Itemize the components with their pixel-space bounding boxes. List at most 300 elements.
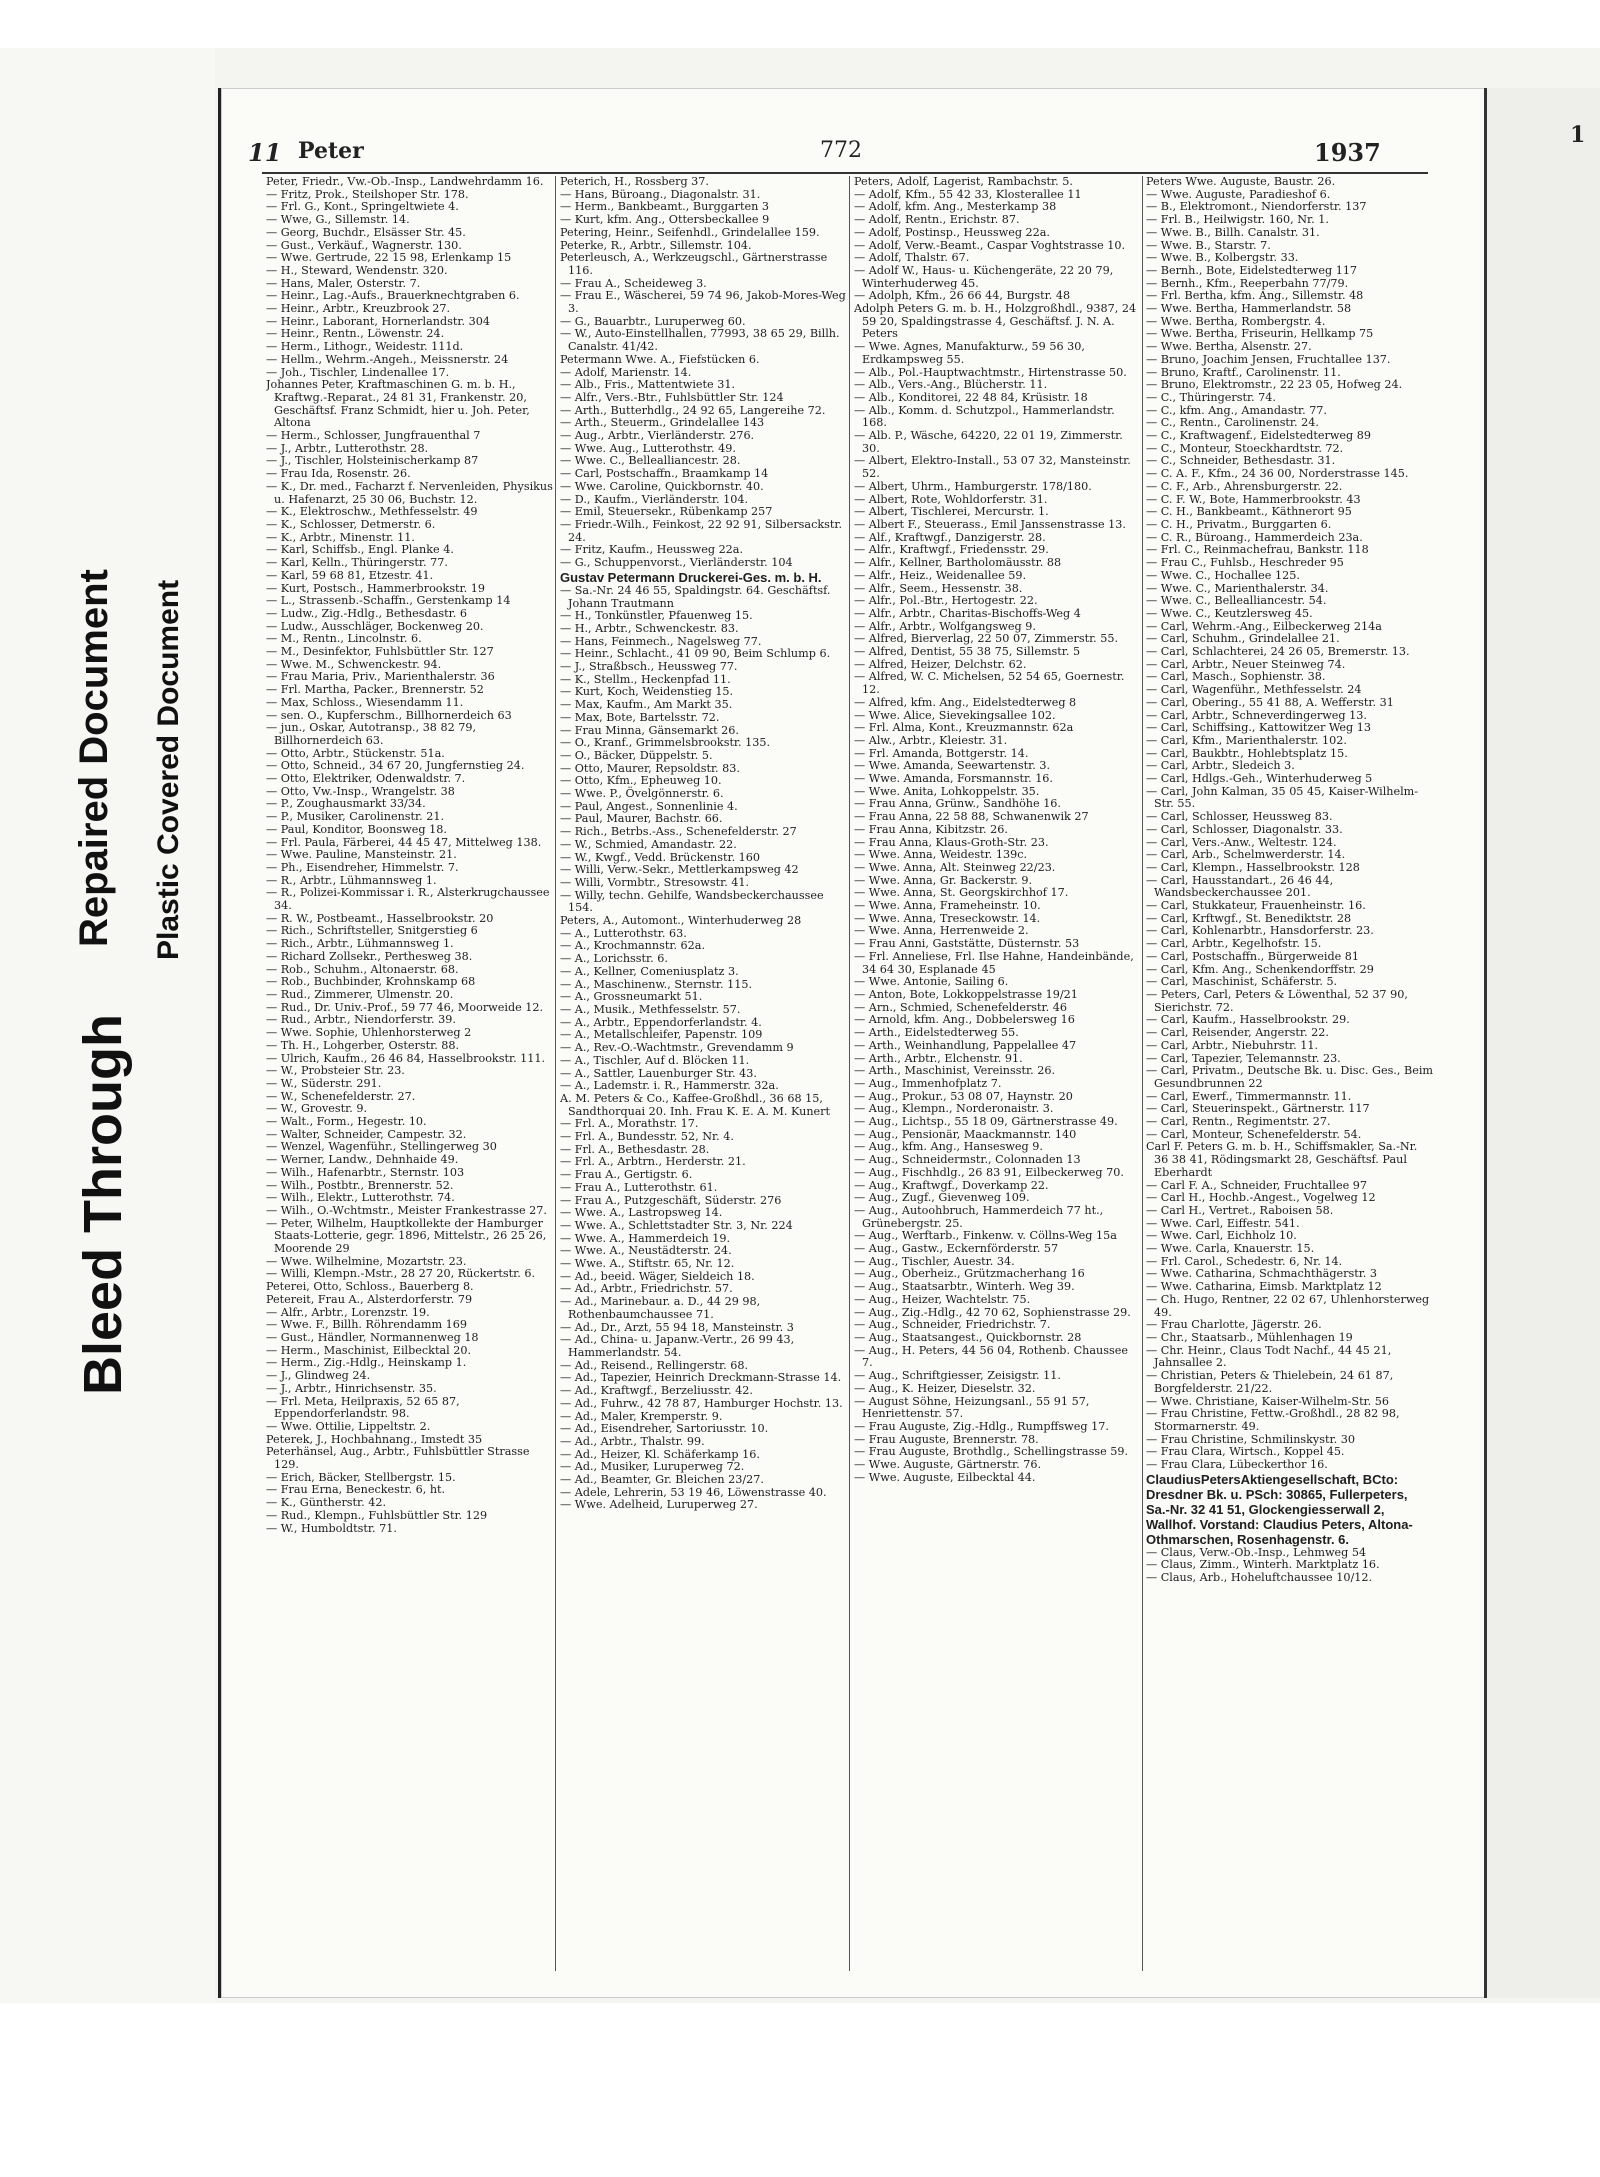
directory-entry: Carl F. Peters G. m. b. H., Schiffsmakler, Sa.-Nr. 36 38 41, Rödingsmarkt 28, Geschäftsf. Paul Eberhardt	[1146, 1140, 1418, 1179]
directory-entry: — Wwe. Anna, Alt. Steinweg 22/23.	[854, 860, 1056, 874]
directory-entry: Gustav Petermann Druckerei-Ges. m. b. H.	[560, 569, 822, 585]
directory-entry: — Aug., Schneidermstr., Colonnaden 13	[854, 1153, 1081, 1167]
directory-entry: — Wwe. B., Starstr. 7.	[1146, 238, 1271, 252]
directory-entry: — Werner, Landw., Dehnhaide 49.	[266, 1153, 459, 1167]
directory-entry: — Carl, Kfm. Ang., Schenkendorffstr. 29	[1146, 962, 1374, 976]
directory-entry: — C., Schneider, Bethesdastr. 31.	[1146, 454, 1336, 468]
plastic-covered-stamp: Plastic Covered Document	[152, 579, 185, 960]
directory-entry: — Frau Auguste, Brothdlg., Schellingstrasse 59.	[854, 1445, 1129, 1459]
column-1	[266, 176, 554, 1976]
directory-entry: — Alb., Vers.-Ang., Blücherstr. 11.	[854, 378, 1048, 392]
directory-entry: — Wwe. Auguste, Paradieshof 6.	[1146, 187, 1331, 201]
directory-entry: — J., Arbtr., Hinrichsenstr. 35.	[266, 1381, 437, 1395]
directory-entry: — Wwe. Sophie, Uhlenhorsterweg 2	[266, 1026, 472, 1040]
directory-entry: — Rud., Arbtr., Niendorferstr. 39.	[266, 1013, 456, 1027]
directory-entry: — Frau Maria, Priv., Marienthalerstr. 36	[266, 670, 495, 684]
directory-entry: — Claus, Zimm., Winterh. Marktplatz 16.	[1146, 1558, 1380, 1572]
directory-entry: — D., Kaufm., Vierländerstr. 104.	[560, 492, 749, 506]
directory-entry: Peter, Friedr., Vw.-Ob.-Insp., Landwehrdamm 16.	[266, 176, 544, 188]
directory-entry: — Frl. Anneliese, Frl. Ilse Hahne, Handeinbände, 34 64 30, Esplanade 45	[854, 949, 1134, 976]
directory-entry: — Wilh., O.-Wchtmstr., Meister Frankestrasse 27.	[266, 1203, 547, 1217]
directory-entry: — Arn., Schmied, Schenefelderstr. 46	[854, 1000, 1068, 1014]
directory-entry: — Sa.-Nr. 24 46 55, Spaldingstr. 64. Geschäftsf. Johann Trautmann	[560, 583, 831, 610]
directory-entry: — Karl, Schiffsb., Engl. Planke 4.	[266, 543, 454, 557]
directory-entry: — C. H., Privatm., Burggarten 6.	[1146, 517, 1332, 531]
directory-entry: — Carl, Tapezier, Telemannstr. 23.	[1146, 1051, 1341, 1065]
directory-entry: — Frau Erna, Beneckestr. 6, ht.	[266, 1483, 446, 1497]
directory-entry: — Frau Anna, Klaus-Groth-Str. 23.	[854, 835, 1049, 849]
directory-entry: — Wwe. Bertha, Alsenstr. 27.	[1146, 340, 1312, 354]
directory-entry: — Carl, Arb., Schelmwerderstr. 14.	[1146, 848, 1346, 862]
directory-entry: — Frau E., Wäscherei, 59 74 96, Jakob-Mores-Weg 3.	[560, 289, 846, 316]
directory-entry: — Alf., Kraftwgf., Danzigerstr. 28.	[854, 530, 1046, 544]
directory-entry: — Heinr., Rentn., Löwenstr. 24.	[266, 327, 445, 341]
directory-entry: — J., Glindweg 24.	[266, 1369, 371, 1383]
page-number: 772	[820, 138, 862, 163]
directory-entry: — Ad., Tapezier, Heinrich Dreckmann-Strasse 14.	[560, 1371, 842, 1385]
directory-entry: — Frau Clara, Wirtsch., Koppel 45.	[1146, 1445, 1345, 1459]
directory-entry: — Joh., Tischler, Lindenallee 17.	[266, 365, 450, 379]
directory-entry: — Heinr., Schlacht., 41 09 90, Beim Schlump 6.	[560, 647, 831, 661]
directory-entry: — Wwe. A., Lastropsweg 14.	[560, 1206, 723, 1220]
directory-entry: — Frl. B., Heilwigstr. 160, Nr. 1.	[1146, 213, 1329, 227]
directory-entry: — Carl, Postschaffn., Bürgerweide 81	[1146, 949, 1360, 963]
directory-entry: — Alfr., Heiz., Weidenallee 59.	[854, 568, 1027, 582]
directory-entry: — Aug., Schneider, Friedrichstr. 7.	[854, 1318, 1051, 1332]
directory-entry: — R., Polizei-Kommissar i. R., Alsterkrugchaussee 34.	[266, 886, 550, 913]
directory-entry: — Alfred, Bierverlag, 22 50 07, Zimmerstr. 55.	[854, 632, 1119, 646]
scan-bottom-margin	[0, 2003, 1600, 2177]
directory-entry: — J., Arbtr., Lutterothstr. 28.	[266, 441, 429, 455]
directory-entry: — Heinr., Arbtr., Kreuzbrook 27.	[266, 302, 451, 316]
directory-entry: — A., Rev.-O.-Wachtmstr., Grevendamm 9	[560, 1041, 794, 1055]
directory-entry: — C. F., Arb., Ahrensburgerstr. 22.	[1146, 479, 1343, 493]
directory-entry: — Wilh., Elektr., Lutterothstr. 74.	[266, 1191, 455, 1205]
directory-entry: — Willi, Vormbtr., Stresowstr. 41.	[560, 875, 750, 889]
directory-entry: — Frau C., Fuhlsb., Heschreder 95	[1146, 556, 1344, 570]
directory-entry: — Fritz, Kaufm., Heussweg 22a.	[560, 543, 744, 557]
directory-entry: — Friedr.-Wilh., Feinkost, 22 92 91, Silbersackstr. 24.	[560, 517, 843, 544]
directory-entry: — Ph., Eisendreher, Himmelstr. 7.	[266, 860, 459, 874]
directory-entry: — Aug., Gastw., Eckernförderstr. 57	[854, 1242, 1059, 1256]
directory-entry: — C., kfm. Ang., Amandastr. 77.	[1146, 403, 1327, 417]
directory-entry: — Alb., Konditorei, 22 48 84, Krüsistr. 18	[854, 390, 1088, 404]
directory-entry: — Wwe. Carla, Knauerstr. 15.	[1146, 1242, 1315, 1256]
directory-entry: — A., Lademstr. i. R., Hammerstr. 32a.	[560, 1079, 779, 1093]
directory-entry: — Ad., Arbtr., Thalstr. 99.	[560, 1434, 705, 1448]
directory-entry: — Max, Bote, Bartelsstr. 72.	[560, 710, 720, 724]
directory-entry: — W., Humboldtstr. 71.	[266, 1521, 397, 1535]
directory-entry: — Frau Anna, Kibitzstr. 26.	[854, 822, 1008, 836]
directory-entry: — O., Bäcker, Düppelstr. 5.	[560, 748, 713, 762]
directory-entry: — Carl, Steuerinspekt., Gärtnerstr. 117	[1146, 1102, 1370, 1116]
directory-entry: — Wilh., Hafenarbtr., Sternstr. 103	[266, 1165, 465, 1179]
header-rule	[262, 172, 1428, 174]
directory-entry: — Carl H., Vertret., Raboisen 58.	[1146, 1203, 1334, 1217]
directory-entry: — K., Stellm., Heckenpfad 11.	[560, 672, 731, 686]
directory-entry: — Christian, Peters & Thielebein, 24 61 87, Borgfelderstr. 21/22.	[1146, 1369, 1394, 1395]
directory-entry: — Wwe. Ottilie, Lippeltstr. 2.	[266, 1419, 431, 1433]
column-divider	[849, 176, 850, 1971]
directory-entry: — Chr., Staatsarb., Mühlenhagen 19	[1146, 1330, 1353, 1344]
directory-entry: — Aug., Zugf., Gievenweg 109.	[854, 1191, 1030, 1205]
directory-entry: — Adolf, Postinsp., Heussweg 22a.	[854, 225, 1050, 239]
directory-entry: — C. H., Bankbeamt., Käthnerort 95	[1146, 505, 1352, 519]
column-divider	[1142, 176, 1143, 1971]
directory-entry: — Carl, Wagenführ., Methfesselstr. 24	[1146, 683, 1362, 697]
directory-entry: — C. R., Büroang., Hammerdeich 23a.	[1146, 530, 1363, 544]
directory-entry: — Kurt, kfm. Ang., Ottersbeckallee 9	[560, 213, 770, 227]
directory-entry: — Wwe. Auguste, Eilbecktal 44.	[854, 1470, 1036, 1484]
directory-entry: — Wwe. C., Bellealliancestr. 54.	[1146, 594, 1327, 608]
directory-entry: — Ad., China- u. Japanw.-Vertr., 26 99 43, Hammerlandstr. 54.	[560, 1333, 795, 1359]
directory-entry: A. M. Peters & Co., Kaffee-Großhdl., 36 68 15, Sandthorquai 20. Inh. Frau K. E. A. M. Kunert	[560, 1091, 830, 1118]
directory-entry: — Ad., Fuhrw., 42 78 87, Hamburger Hochstr. 13.	[560, 1396, 843, 1410]
directory-entry: — Carl, Arbtr., Niebuhrstr. 11.	[1146, 1038, 1319, 1052]
directory-entry: — Frau Anni, Gaststätte, Düsternstr. 53	[854, 937, 1080, 951]
directory-entry: — Rich., Schriftsteller, Snitgerstieg 6	[266, 924, 478, 938]
directory-entry: — Aug., Tischler, Auestr. 34.	[854, 1254, 1015, 1268]
directory-entry: — Alfr., Arbtr., Lorenzstr. 19.	[266, 1305, 430, 1319]
directory-entry: — Hans, Feinmech., Nagelsweg 77.	[560, 634, 762, 648]
directory-entry: — Richard Zollsekr., Perthesweg 38.	[266, 949, 473, 963]
directory-entry: — R. W., Postbeamt., Hasselbrookstr. 20	[266, 911, 494, 925]
directory-entry: — Bruno, Joachim Jensen, Fruchtallee 137.	[1146, 352, 1391, 366]
directory-entry: — Carl, Schiffsing., Kattowitzer Weg 13	[1146, 721, 1372, 735]
directory-entry: — Albert F., Steuerass., Emil Janssenstrasse 13.	[854, 517, 1126, 531]
column-3	[854, 176, 1142, 1976]
directory-entry: — Aug., Oberheiz., Grützmacherhang 16	[854, 1267, 1085, 1281]
directory-entry: — August Söhne, Heizungsanl., 55 91 57, Henriettenstr. 57.	[854, 1394, 1090, 1421]
directory-entry: — Frl. C., Reinmachefrau, Bankstr. 118	[1146, 543, 1369, 557]
directory-entry: — Frl. Martha, Packer., Brennerstr. 52	[266, 683, 484, 697]
directory-entry: — Wilh., Postbtr., Brennerstr. 52.	[266, 1178, 454, 1192]
directory-entry: — A., Arbtr., Eppendorferlandstr. 4.	[560, 1015, 762, 1029]
directory-entry: — Willy, techn. Gehilfe, Wandsbeckerchaussee 154.	[560, 888, 824, 915]
next-page-mark: 1	[1570, 122, 1586, 148]
directory-entry: — Frau A., Putzgeschäft, Süderstr. 276	[560, 1193, 782, 1207]
directory-entry: — Otto, Vw.-Insp., Wrangelstr. 38	[266, 784, 455, 798]
directory-entry: — Wwe. C., Bellealliancestr. 28.	[560, 454, 741, 468]
directory-entry: — Aug., Fischhdlg., 26 83 91, Eilbeckerweg 70.	[854, 1165, 1124, 1179]
directory-entry: — Wwe. Alice, Sievekingsallee 102.	[854, 708, 1056, 722]
directory-entry: Petereit, Frau A., Alsterdorferstr. 79	[266, 1292, 473, 1306]
directory-entry: — Alfred, Heizer, Delchstr. 62.	[854, 657, 1027, 671]
column-4	[1146, 176, 1434, 1976]
directory-entry: — Carl, Kfm., Marienthalerstr. 102.	[1146, 733, 1347, 747]
column-2	[560, 176, 848, 1976]
directory-entry: — Willi, Verw.-Sekr., Mettlerkampsweg 42	[560, 863, 799, 877]
directory-entry: — Wwe. Anna, Frameheinstr. 10.	[854, 899, 1041, 913]
directory-entry: — Wwe. Caroline, Quickbornstr. 40.	[560, 479, 764, 493]
directory-entry: — Frl. Amanda, Bottgerstr. 14.	[854, 746, 1029, 760]
directory-entry: — Arth., Arbtr., Elchenstr. 91.	[854, 1051, 1023, 1065]
directory-entry: — Adolf, Thalstr. 67.	[854, 251, 970, 265]
directory-entry: — Paul, Konditor, Boonsweg 18.	[266, 822, 447, 836]
directory-entry: — Adolf, Verw.-Beamt., Caspar Voghtstrasse 10.	[854, 238, 1126, 252]
directory-entry: — H., Steward, Wendenstr. 320.	[266, 263, 448, 277]
directory-entry: — Heinr., Lag.-Aufs., Brauerknechtgraben 6.	[266, 289, 520, 303]
directory-entry: — Wwe. A., Hammerdeich 19.	[560, 1231, 731, 1245]
directory-entry: — Wwe. Bertha, Friseurin, Hellkamp 75	[1146, 327, 1374, 341]
directory-entry: — Wwe. Amanda, Forsmannstr. 16.	[854, 772, 1053, 786]
directory-entry: — Peter, Wilhelm, Hauptkollekte der Hamburger Staats-Lotterie, gegr. 1896, Mittelstr., 26 25 26, Moorende 29	[266, 1216, 547, 1256]
directory-entry: — K., Güntherstr. 42.	[266, 1496, 387, 1510]
directory-entry: — Alfred, kfm. Ang., Eidelstedterweg 8	[854, 695, 1077, 709]
directory-entry: — Ad., Kraftwgf., Berzeliusstr. 42.	[560, 1384, 753, 1398]
directory-entry: — Alb. P., Wäsche, 64220, 22 01 19, Zimmerstr. 30.	[854, 429, 1123, 455]
directory-entry: — A., Kellner, Comeniusplatz 3.	[560, 964, 739, 978]
bleed-through-stamp: Bleed Through	[73, 1014, 133, 1395]
directory-entry: — Ad., Eisendreher, Sartoriusstr. 10.	[560, 1422, 769, 1436]
directory-entry: — Wwe. Christiane, Kaiser-Wilhelm-Str. 56	[1146, 1394, 1390, 1408]
directory-entry: — Th. H., Lohgerber, Osterstr. 88.	[266, 1038, 460, 1052]
directory-entry: — K., Schlosser, Detmerstr. 6.	[266, 517, 436, 531]
directory-entry: — Bernh., Bote, Eidelstedterweg 117	[1146, 263, 1358, 277]
directory-entry: — Rud., Zimmerer, Ulmenstr. 20.	[266, 988, 454, 1001]
directory-entry: — Carl, Klempn., Hasselbrookstr. 128	[1146, 860, 1360, 874]
directory-entry: — Wwe. F., Billh. Röhrendamm 169	[266, 1318, 468, 1332]
directory-entry: Peterek, J., Hochbahnang., Imstedt 35	[266, 1432, 483, 1446]
directory-entry: — Hans, Maler, Osterstr. 7.	[266, 276, 421, 290]
directory-entry: — Aug., Staatsangest., Quickbornstr. 28	[854, 1330, 1082, 1344]
directory-entry: — Alb., Fris., Mattentwiete 31.	[560, 378, 736, 392]
directory-entry: — Otto, Kfm., Epheuweg 10.	[560, 774, 722, 788]
directory-entry: — Rud., Klempn., Fuhlsbüttler Str. 129	[266, 1508, 488, 1522]
directory-entry: — Herm., Schlosser, Jungfrauenthal 7	[266, 429, 481, 443]
directory-entry: Peterleusch, A., Werkzeugschl., Gärtnerstrasse 116.	[560, 251, 828, 277]
directory-entry: — B., Elektromont., Niendorferstr. 137	[1146, 200, 1367, 214]
directory-entry: — Frau A., Lutterothstr. 61.	[560, 1180, 718, 1194]
directory-entry: Petermann Wwe. A., Fiefstücken 6.	[560, 352, 760, 366]
directory-entry: — Wwe. Carl, Eichholz 10.	[1146, 1229, 1297, 1243]
directory-entry: — Carl, Reisender, Angerstr. 22.	[1146, 1026, 1329, 1040]
directory-entry: — Wwe. Catharina, Eimsb. Marktplatz 12	[1146, 1280, 1382, 1294]
directory-entry: — Aug., K. Heizer, Dieselstr. 32.	[854, 1381, 1036, 1395]
directory-entry: — Aug., Pensionär, Maackmannstr. 140	[854, 1127, 1077, 1141]
directory-entry: — W., Süderstr. 291.	[266, 1076, 382, 1090]
stamp-area	[72, 395, 202, 1395]
directory-entry: — Frau Charlotte, Jägerstr. 26.	[1146, 1318, 1322, 1332]
directory-entry: — Frl. Paula, Färberei, 44 45 47, Mittelweg 138.	[266, 835, 542, 849]
directory-entry: — Peters, Carl, Peters & Löwenthal, 52 37 90, Sierichstr. 72.	[1146, 988, 1408, 1014]
directory-entry: — Alfred, Dentist, 55 38 75, Sillemstr. 5	[854, 645, 1081, 659]
directory-entry: — Frl. G., Kont., Springeltwiete 4.	[266, 200, 459, 214]
directory-entry: — Kurt, Postsch., Hammerbrookstr. 19	[266, 581, 486, 595]
directory-entry: — K., Elektroschw., Methfesselstr. 49	[266, 505, 478, 519]
directory-entry: Petering, Heinr., Seifenhdl., Grindelallee 159.	[560, 225, 820, 239]
directory-entry: — P., Musiker, Carolinenstr. 21.	[266, 810, 445, 824]
directory-entry: — A., Grossneumarkt 51.	[560, 990, 703, 1004]
directory-entry: — K., Arbtr., Minenstr. 11.	[266, 530, 415, 544]
directory-entry: — Alfr., Seem., Hessenstr. 38.	[854, 581, 1023, 595]
directory-entry: — Frau Anna, Grünw., Sandhöhe 16.	[854, 797, 1061, 811]
directory-entry: — Aug., Prokur., 53 08 07, Haynstr. 20	[854, 1089, 1073, 1103]
directory-entry: Peterke, R., Arbtr., Sillemstr. 104.	[560, 238, 752, 252]
directory-entry: — Wwe. A., Stiftstr. 65, Nr. 12.	[560, 1257, 735, 1271]
directory-entry: — Frau A., Scheideweg 3.	[560, 276, 707, 290]
directory-entry: — Albert, Elektro-Install., 53 07 32, Mansteinstr. 52.	[854, 454, 1131, 481]
directory-entry: — Carl H., Hochb.-Angest., Vogelweg 12	[1146, 1191, 1376, 1205]
directory-entry: — Paul, Maurer, Bachstr. 66.	[560, 812, 723, 826]
directory-entry: — P., Zoughausmarkt 33/34.	[266, 797, 426, 811]
directory-entry: — Alb., Komm. d. Schutzpol., Hammerlandstr. 168.	[854, 403, 1115, 430]
directory-entry: — Adolf, Marienstr. 14.	[560, 365, 692, 379]
directory-entry: — Carl, Arbtr., Sledeich 3.	[1146, 759, 1295, 773]
directory-entry: — Bernh., Kfm., Reeperbahn 77/79.	[1146, 276, 1349, 290]
directory-entry: — M., Rentn., Lincolnstr. 6.	[266, 632, 422, 646]
section-tab: 11	[248, 138, 282, 167]
directory-entry: — L., Strassenb.-Schaffn., Gerstenkamp 14	[266, 594, 511, 608]
directory-entry: — Frl. Carol., Schedestr. 6, Nr. 14.	[1146, 1254, 1343, 1268]
directory-entry: — Frau Christine, Fettw.-Großhdl., 28 82 98, Stormarnerstr. 49.	[1146, 1407, 1400, 1433]
directory-entry: — A., Sattler, Lauenburger Str. 43.	[560, 1066, 757, 1080]
directory-entry: — Carl, Schlosser, Diagonalstr. 33.	[1146, 822, 1343, 836]
directory-entry: — Alw., Arbtr., Kleiestr. 31.	[854, 733, 1008, 747]
repaired-document-stamp: Repaired Document	[72, 569, 116, 947]
directory-entry: — Carl, John Kalman, 35 05 45, Kaiser-Wilhelm-Str. 55.	[1146, 784, 1419, 811]
directory-entry: — W., Schenefelderstr. 27.	[266, 1089, 416, 1103]
directory-entry: — Gust., Verkäuf., Wagnerstr. 130.	[266, 238, 462, 252]
directory-entry: — J., Tischler, Holsteinischerkamp 87	[266, 454, 479, 468]
directory-entry: — Wwe. B., Billh. Canalstr. 31.	[1146, 225, 1320, 239]
directory-entry: — Carl, Schuhm., Grindelallee 21.	[1146, 632, 1340, 646]
next-page-edge	[1484, 88, 1600, 1998]
directory-entry: — Hellm., Wehrm.-Angeh., Meissnerstr. 24	[266, 352, 509, 366]
directory-entry: Peterich, H., Rossberg 37.	[560, 176, 709, 188]
directory-entry: — Wwe. C., Keutzlersweg 45.	[1146, 606, 1313, 620]
directory-entry: — Claus, Verw.-Ob.-Insp., Lehmweg 54	[1146, 1545, 1367, 1559]
directory-entry: — Adolf, Rentn., Erichstr. 87.	[854, 213, 1020, 227]
directory-entry: — Rob., Schuhm., Altonaerstr. 68.	[266, 962, 459, 976]
directory-entry: — C. A. F., Kfm., 24 36 00, Norderstrasse 145.	[1146, 467, 1409, 481]
directory-entry: — Wwe. Antonie, Sailing 6.	[854, 975, 1009, 989]
directory-entry: — J., Straßbsch., Heussweg 77.	[560, 660, 738, 674]
directory-entry: — W., Schmied, Amandastr. 22.	[560, 837, 737, 851]
directory-entry: — Wwe. Anna, Treseckowstr. 14.	[854, 911, 1041, 925]
directory-entry: — Albert, Tischlerei, Mercurstr. 1.	[854, 505, 1049, 519]
directory-entry: — Wwe. Anita, Lohkoppelstr. 35.	[854, 784, 1040, 798]
column-divider	[555, 176, 556, 1971]
directory-entry: — Frau Christine, Schmilinskystr. 30	[1146, 1432, 1355, 1446]
directory-entry: — Karl, Kelln., Thüringerstr. 77.	[266, 556, 448, 570]
directory-entry: Peterei, Otto, Schloss., Bauerberg 8.	[266, 1280, 474, 1294]
directory-entry: — Otto, Maurer, Repsoldstr. 83.	[560, 761, 740, 775]
directory-entry: — Carl, Vers.-Anw., Weltestr. 124.	[1146, 835, 1337, 849]
directory-entry: — Aug., Kraftwgf., Doverkamp 22.	[854, 1178, 1049, 1192]
directory-entry: Adolph Peters G. m. b. H., Holzgroßhdl., 9387, 24 59 20, Spaldingstrasse 4, Geschäftsf. J. N. A. Peters	[854, 302, 1137, 341]
directory-entry: — Aug., Staatsarbtr., Winterh. Weg 39.	[854, 1280, 1075, 1294]
directory-entry: — Carl, Kohlenarbtr., Hansdorferstr. 23.	[1146, 924, 1374, 938]
directory-entry: — sen. O., Kupferschm., Billhornerdeich 63	[266, 708, 512, 722]
directory-entry: — Aug., Immenhofplatz 7.	[854, 1076, 1002, 1090]
directory-entry: — Walt., Form., Hegestr. 10.	[266, 1115, 427, 1129]
directory-entry: — Carl, Hausstandart., 26 46 44, Wandsbeckerchaussee 201.	[1146, 873, 1334, 900]
directory-entry: — Wwe. C., Hochallee 125.	[1146, 568, 1300, 582]
directory-entry: — G., Bauarbtr., Luruperweg 60.	[560, 314, 746, 328]
directory-entry: — Wwe. Gertrude, 22 15 98, Erlenkamp 15	[266, 251, 512, 265]
directory-entry: — Carl, Wehrm.-Ang., Eilbeckerweg 214a	[1146, 619, 1382, 633]
directory-entry: — Frl. A., Morathstr. 17.	[560, 1117, 699, 1131]
directory-entry: — Rich., Betrbs.-Ass., Schenefelderstr. 27	[560, 825, 797, 839]
directory-entry: — Arth., Maschinist, Vereinsstr. 26.	[854, 1064, 1056, 1078]
directory-entry: — Frl. A., Arbtrn., Herderstr. 21.	[560, 1155, 746, 1169]
directory-entry: — Aug., Werftarb., Finkenw. v. Cöllns-Weg 15a	[854, 1229, 1117, 1243]
directory-entry: — Aug., kfm. Ang., Hansesweg 9.	[854, 1140, 1043, 1154]
directory-entry: — Carl, Postschaffn., Braamkamp 14	[560, 467, 769, 481]
directory-entry: — Carl, Arbtr., Neuer Steinweg 74.	[1146, 657, 1346, 671]
directory-entry: — H., Arbtr., Schwenckestr. 83.	[560, 621, 739, 635]
directory-entry: — Frl. A., Bundesstr. 52, Nr. 4.	[560, 1130, 734, 1144]
page-header	[248, 138, 1464, 174]
directory-entry: — Wwe. P., Övelgönnerstr. 6.	[560, 787, 724, 801]
directory-entry: — Carl, Rentn., Regimentstr. 27.	[1146, 1115, 1331, 1129]
directory-entry: — C., Monteur, Stoeckhardtstr. 72.	[1146, 441, 1344, 455]
directory-entry: — Alfr., Vers.-Btr., Fuhlsbüttler Str. 124	[560, 390, 784, 404]
directory-entry: — Ludw., Zig.-Hdlg., Bethesdastr. 6	[266, 606, 467, 620]
directory-entry: — Carl, Maschinist, Schäferstr. 5.	[1146, 975, 1338, 989]
directory-entry: — Wwe. Anna, Herrenweide 2.	[854, 924, 1029, 938]
directory-entry: — Aug., Schriftgiesser, Zeisigstr. 11.	[854, 1369, 1061, 1383]
directory-entry: Peterhänsel, Aug., Arbtr., Fuhlsbüttler Strasse 129.	[266, 1445, 530, 1472]
directory-entry: — Willi, Klempn.-Mstr., 28 27 20, Rückertstr. 6.	[266, 1267, 536, 1281]
directory-entry: — W., Auto-Einstellhallen, 77993, 38 65 29, Billh. Canalstr. 41/42.	[560, 327, 840, 354]
directory-entry: Peters Wwe. Auguste, Baustr. 26.	[1146, 176, 1336, 188]
directory-entry: — Ch. Hugo, Rentner, 22 02 67, Uhlenhorsterweg 49.	[1146, 1292, 1430, 1319]
directory-entry: — C. F. W., Bote, Hammerbrookstr. 43	[1146, 492, 1361, 506]
directory-entry: — Adolf, kfm. Ang., Mesterkamp 38	[854, 200, 1057, 214]
directory-entry: — Paul, Angest., Sonnenlinie 4.	[560, 799, 738, 813]
directory-entry: — Rud., Dr. Univ.-Prof., 59 77 46, Moorweide 12.	[266, 1000, 544, 1014]
directory-entry: — Wwe. Carl, Eiffestr. 541.	[1146, 1216, 1300, 1230]
directory-entry: — A., Lutterothstr. 63.	[560, 926, 687, 940]
directory-entry: — Carl, Schlosser, Heussweg 83.	[1146, 810, 1333, 824]
directory-entry: — Carl, Obering., 55 41 88, A. Wefferstr. 31	[1146, 695, 1394, 709]
directory-entry: — A., Maschinenw., Sternstr. 115.	[560, 977, 753, 991]
directory-entry: — Wwe. Amanda, Seewartenstr. 3.	[854, 759, 1051, 773]
directory-entry: — W., Kwgf., Vedd. Brückenstr. 160	[560, 850, 761, 864]
directory-entry: — Wwe. Bertha, Rombergstr. 4.	[1146, 314, 1326, 328]
directory-entry: — Arnold, kfm. Ang., Dobbelersweg 16	[854, 1013, 1075, 1027]
directory-entry: — Wwe. C., Marienthalerstr. 34.	[1146, 581, 1329, 595]
directory-entry: — Bruno, Elektromstr., 22 23 05, Hofweg 24.	[1146, 378, 1403, 392]
directory-entry: — Frau Ida, Rosenstr. 26.	[266, 467, 411, 481]
directory-entry: — Frau Clara, Lübeckerthor 16.	[1146, 1458, 1328, 1472]
directory-entry: — Adolf W., Haus- u. Küchengeräte, 22 20 79, Winterhuderweg 45.	[854, 263, 1114, 290]
directory-entry: — Wwe. Agnes, Manufakturw., 59 56 30, Erdkampsweg 55.	[854, 340, 1085, 366]
directory-entry: — Wwe. Anna, St. Georgskirchhof 17.	[854, 886, 1069, 900]
directory-entry: — Carl, Hdlgs.-Geh., Winterhuderweg 5	[1146, 772, 1373, 786]
directory-entry: — Hans, Büroang., Diagonalstr. 31.	[560, 187, 761, 201]
directory-entry: — Ad., Dr., Arzt, 55 94 18, Mansteinstr. 3	[560, 1320, 794, 1334]
directory-entry: — Wwe. Anna, Gr. Backerstr. 9.	[854, 873, 1033, 887]
directory-entry: — Chr. Heinr., Claus Todt Nachf., 44 45 21, Jahnsallee 2.	[1146, 1343, 1392, 1370]
directory-entry: — Alfred, W. C. Michelsen, 52 54 65, Goernestr. 12.	[854, 670, 1125, 697]
directory-entry: — Wenzel, Wagenführ., Stellingerweg 30	[266, 1140, 497, 1154]
directory-entry: — Bruno, Kraftf., Carolinenstr. 11.	[1146, 365, 1341, 379]
directory-entry: — Max, Kaufm., Am Markt 35.	[560, 698, 733, 712]
directory-entry: — Rich., Arbtr., Lühmannsweg 1.	[266, 937, 454, 951]
directory-entry: — C., Kraftwagenf., Eidelstedterweg 89	[1146, 429, 1371, 443]
directory-entry: — Otto, Elektriker, Odenwaldstr. 7.	[266, 772, 466, 786]
directory-entry: — Heinr., Laborant, Hornerlandstr. 304	[266, 314, 490, 328]
directory-entry: — Max, Schloss., Wiesendamm 11.	[266, 695, 464, 709]
directory-entry: — Ad., Heizer, Kl. Schäferkamp 16.	[560, 1447, 760, 1461]
directory-entry: — G., Schuppenvorst., Vierländerstr. 104	[560, 556, 793, 570]
directory-entry: — Aug., Autoohbruch, Hammerdeich 77 ht., Grünebergstr. 25.	[854, 1203, 1104, 1230]
directory-entry: — jun., Oskar, Autotransp., 38 82 79, Billhornerdeich 63.	[266, 721, 477, 747]
directory-entry: — Aug., H. Peters, 44 56 04, Rothenb. Chaussee 7.	[854, 1343, 1128, 1370]
